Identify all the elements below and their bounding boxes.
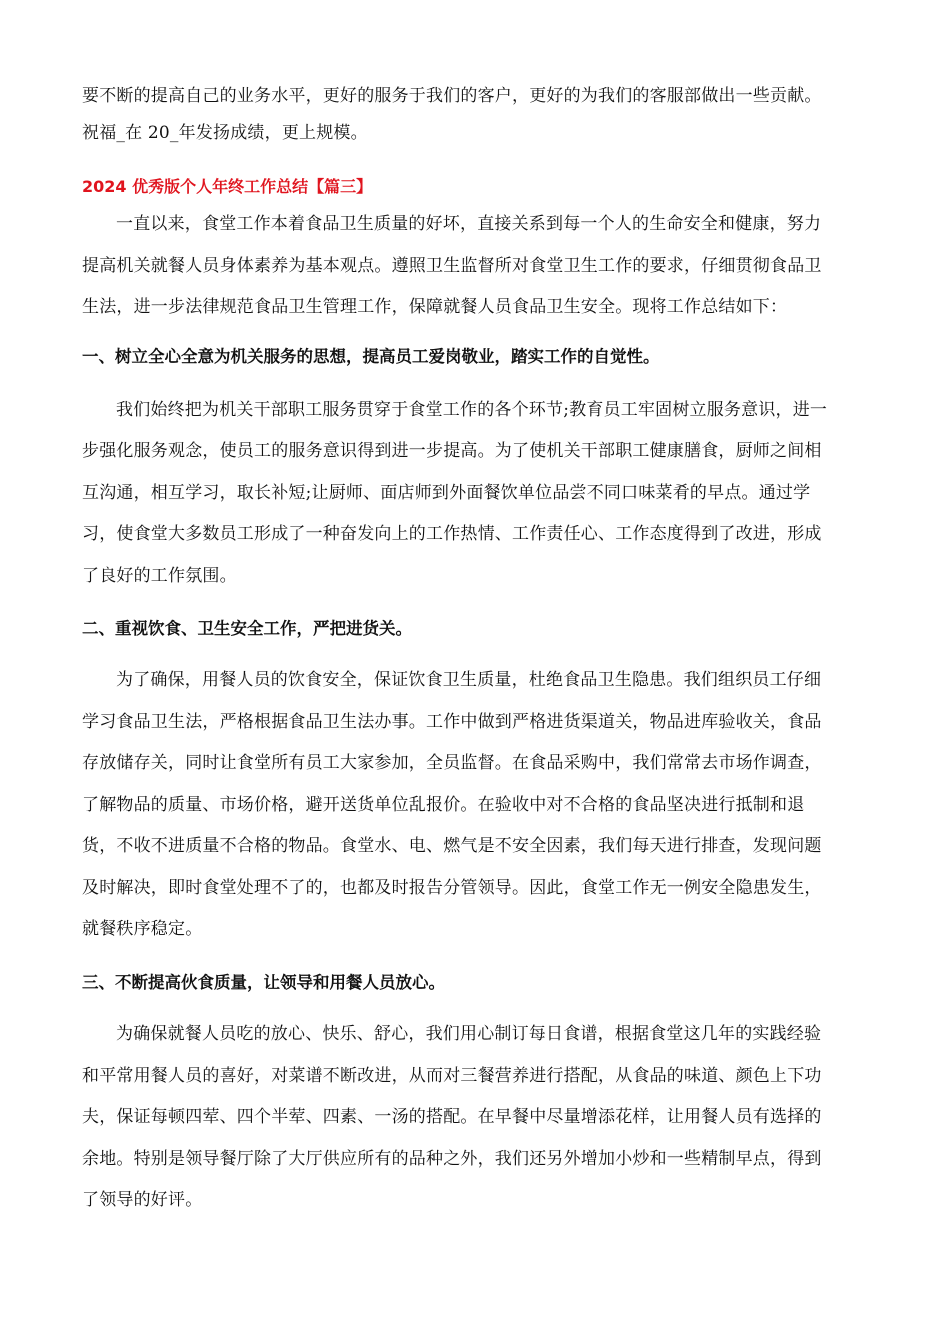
section-1-line-5: 了良好的工作氛围。	[82, 566, 237, 586]
section-2-line-4: 了解物品的质量、市场价格，避开送货单位乱报价。在验收中对不合格的食品坚决进行抵制和退	[82, 795, 805, 815]
intro-line-2: 祝福_在 20_年发扬成绩，更上规模。	[82, 123, 368, 143]
section-3-heading: 三、不断提高伙食质量，让领导和用餐人员放心。	[82, 973, 445, 992]
section-1-line-1: 我们始终把为机关干部职工服务贯穿于食堂工作的各个环节;教育员工牢固树立服务意识，进一	[116, 400, 828, 420]
section-2-line-7: 就餐秩序稳定。	[82, 919, 203, 939]
section-2-line-6: 及时解决，即时食堂处理不了的，也都及时报告分管领导。因此，食堂工作无一例安全隐患发生，	[82, 878, 822, 898]
section-1-line-3: 互沟通，相互学习，取长补短;让厨师、面店师到外面餐饮单位品尝不同口味菜肴的早点。通过学	[82, 483, 811, 503]
section-3-line-2: 和平常用餐人员的喜好，对菜谱不断改进，从而对三餐营养进行搭配，从食品的味道、颜色上下功	[82, 1066, 822, 1086]
section-3-line-5: 了领导的好评。	[82, 1190, 203, 1210]
section-1-line-4: 习，使食堂大多数员工形成了一种奋发向上的工作热情、工作责任心、工作态度得到了改进，形成	[82, 524, 822, 544]
intro-line-1: 要不断的提高自己的业务水平，更好的服务于我们的客户，更好的为我们的客服部做出一些贡献。	[82, 86, 822, 106]
section-2-line-5: 货，不收不进质量不合格的物品。食堂水、电、燃气是不安全因素，我们每天进行排查，发现问题	[82, 836, 822, 856]
section-2-line-2: 学习食品卫生法，严格根据食品卫生法办事。工作中做到严格进货渠道关，物品进库验收关，食品	[82, 712, 822, 732]
section-3-line-1: 为确保就餐人员吃的放心、快乐、舒心，我们用心制订每日食谱，根据食堂这几年的实践经验	[116, 1024, 822, 1044]
opening-line-3: 生法，进一步法律规范食品卫生管理工作，保障就餐人员食品卫生安全。现将工作总结如下：	[82, 297, 788, 317]
opening-line-1: 一直以来，食堂工作本着食品卫生质量的好坏，直接关系到每一个人的生命安全和健康，努力	[116, 214, 822, 234]
section-2-line-1: 为了确保，用餐人员的饮食安全，保证饮食卫生质量，杜绝食品卫生隐患。我们组织员工仔细	[116, 670, 822, 690]
section-1-heading: 一、树立全心全意为机关服务的思想，提高员工爱岗敬业，踏实工作的自觉性。	[82, 347, 660, 366]
section-1-line-2: 步强化服务观念，使员工的服务意识得到进一步提高。为了使机关干部职工健康膳食，厨师之间相	[82, 441, 822, 461]
section-2-line-3: 存放储存关，同时让食堂所有员工大家参加，全员监督。在食品采购中，我们常常去市场作调查，	[82, 753, 822, 773]
section-2-heading: 二、重视饮食、卫生安全工作，严把进货关。	[82, 619, 412, 638]
section-3-line-3: 夫，保证每顿四荤、四个半荤、四素、一汤的搭配。在早餐中尽量增添花样，让用餐人员有选择的	[82, 1107, 822, 1127]
section-title: 2024 优秀版个人年终工作总结【篇三】	[82, 177, 373, 196]
opening-line-2: 提高机关就餐人员身体素养为基本观点。遵照卫生监督所对食堂卫生工作的要求，仔细贯彻食品卫	[82, 256, 822, 276]
section-3-line-4: 余地。特别是领导餐厅除了大厅供应所有的品种之外，我们还另外增加小炒和一些精制早点，得到	[82, 1149, 822, 1169]
